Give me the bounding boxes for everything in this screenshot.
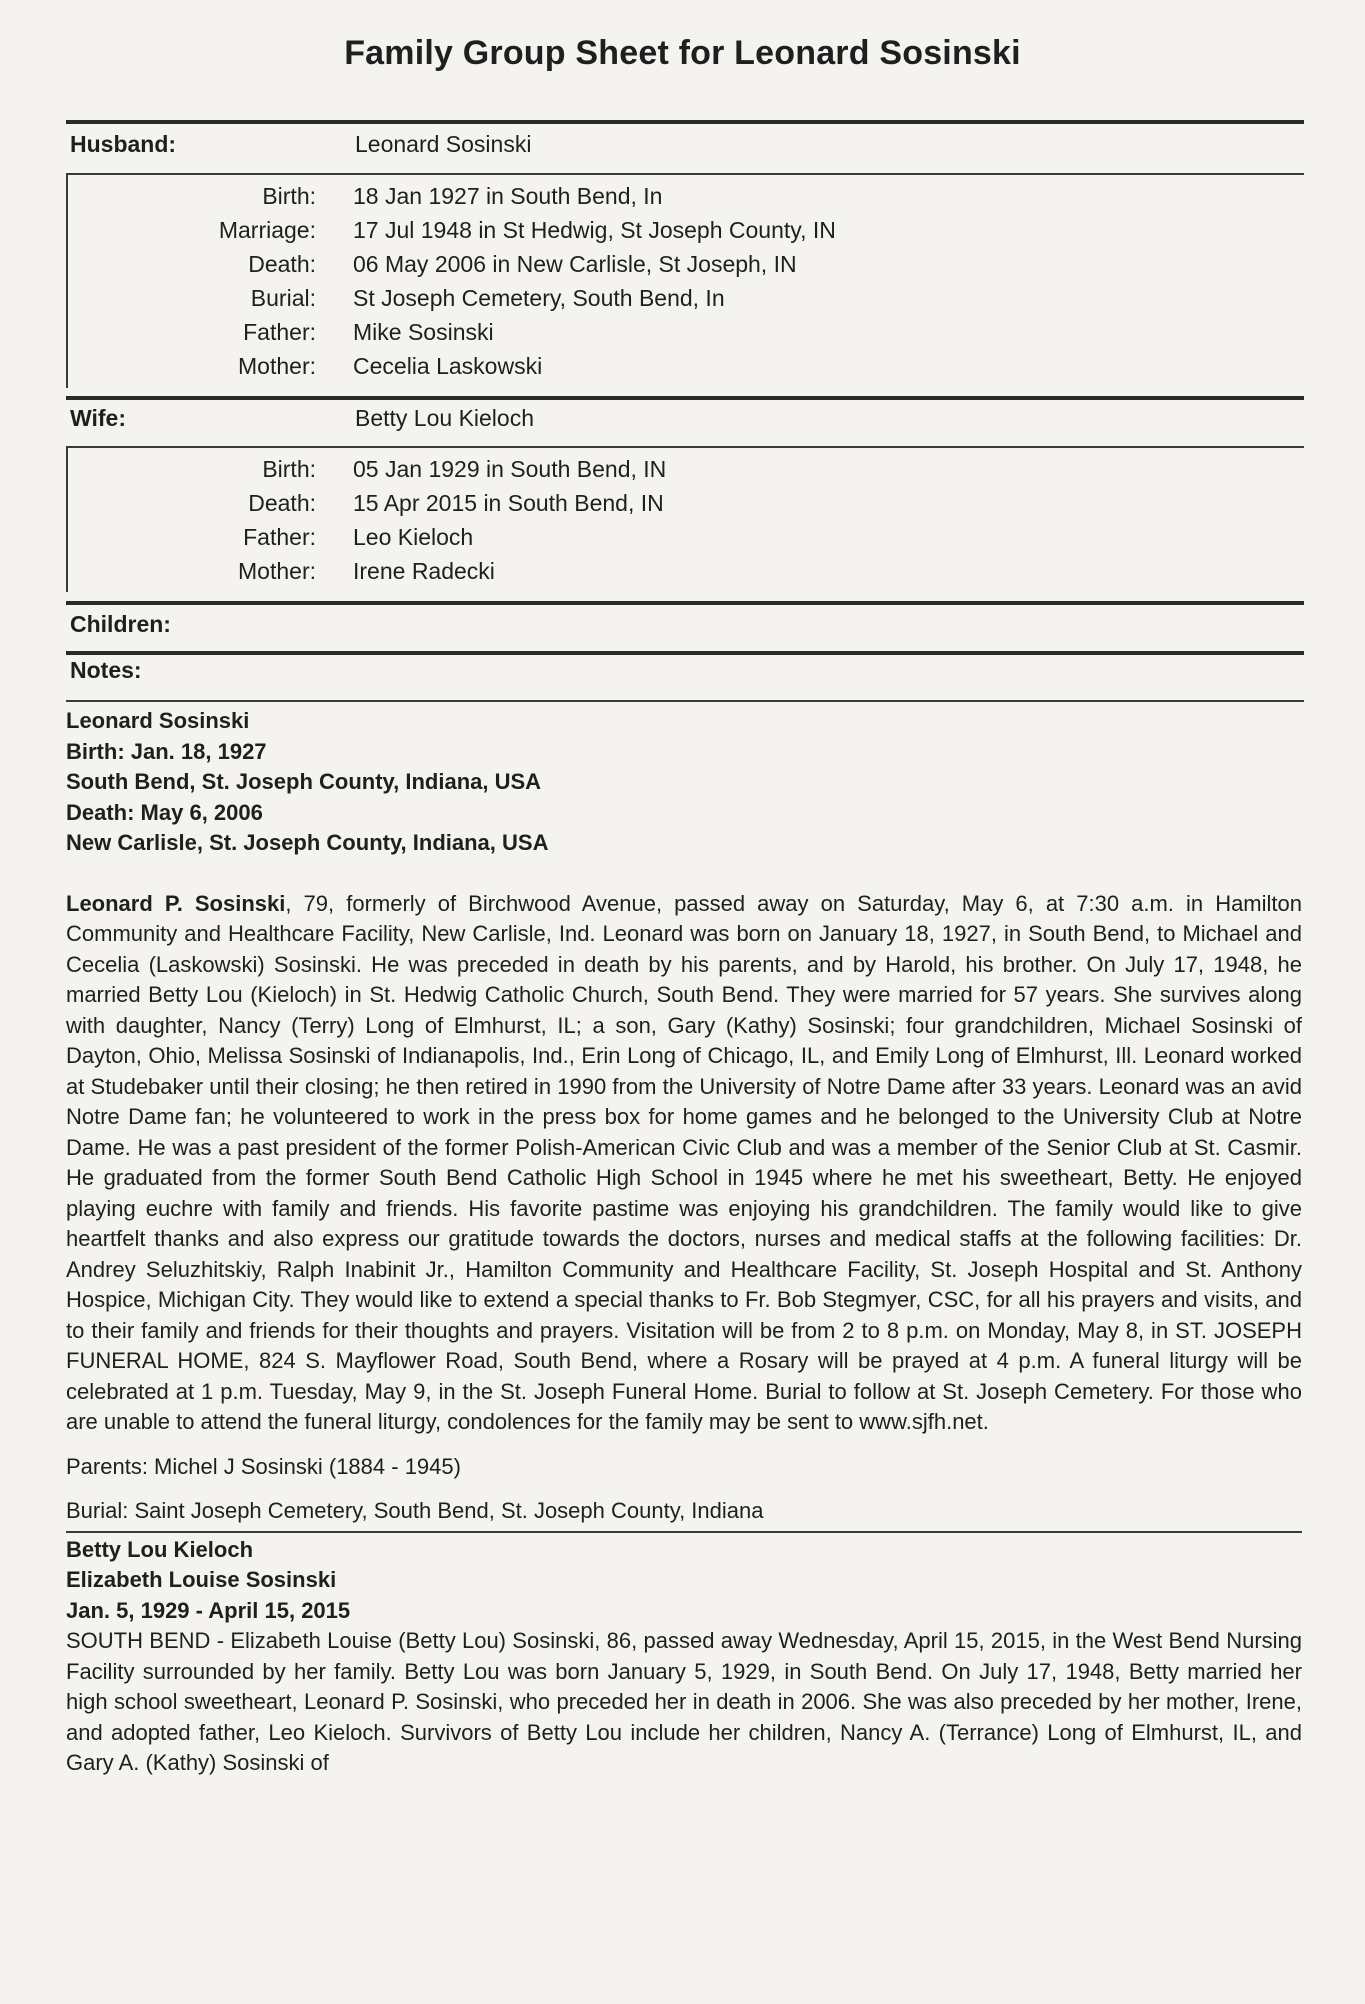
field-label: Birth: [262,455,316,482]
field-label: Birth: [262,182,316,209]
section-rule [66,173,1304,175]
notes-divider [66,1531,1302,1533]
husband-birth-row [66,179,1304,213]
leonard-birth: Birth: Jan. 18, 1927 [66,738,267,764]
wife-label: Wife: [70,405,127,431]
leonard-death: Death: May 6, 2006 [66,799,263,825]
wife-birth-row [66,452,1304,486]
husband-father-row [66,315,1304,349]
section-rule [66,446,1304,448]
field-label: Burial: [250,284,316,311]
betty-dates: Jan. 5, 1929 - April 15, 2015 [66,1597,351,1623]
field-label: Mother: [238,352,316,379]
field-value: St Joseph Cemetery, South Bend, In [353,284,725,311]
field-value: Cecelia Laskowski [353,352,543,379]
wife-name: Betty Lou Kieloch [355,405,535,431]
field-label: Death: [248,250,316,277]
section-rule [66,396,1304,400]
husband-mother-row [66,349,1304,383]
betty-name: Betty Lou Kieloch [66,1536,254,1562]
parents-note: Parents: Michel J Sosinski (1884 - 1945) [66,1453,461,1479]
field-label: Mother: [238,557,316,584]
section-rule [66,651,1304,655]
field-label: Death: [248,489,316,516]
betty-obituary: SOUTH BEND - Elizabeth Louise (Betty Lou) Sosinski, 86, passed away Wednesday, April 15, 2015, in the West Bend Nursing Facility surrounded by her family. Betty Lou was born January 5, 1929, in South Bend. On July 17, 1948, Betty married her high school sweetheart, Leonard P. Sosinski, who preceded her in death in 2006. She was also preceded by her mother, Irene, and adopted father, Leo Kieloch. Survivors of Betty Lou include her children, Nancy A. (Terrance) Long of Elmhurst, IL, and Gary A. (Kathy) Sosinski of [66,1628,1302,1775]
husband-fields [66,179,1304,383]
husband-death-row [66,247,1304,281]
page-title: Family Group Sheet for Leonard Sosinski [344,34,1021,72]
field-value: 18 Jan 1927 in South Bend, In [353,182,663,209]
wife-fields [66,452,1304,588]
wife-death-row [66,486,1304,520]
leonard-obituary-lead: Leonard P. Sosinski [66,890,286,916]
field-label: Father: [243,523,316,550]
field-label: Marriage: [218,216,316,243]
leonard-name: Leonard Sosinski [66,708,250,733]
leonard-obituary [66,889,1302,1438]
wife-father-row [66,520,1304,554]
leonard-header [66,706,1302,859]
husband-marriage-row [66,213,1304,247]
field-value: 05 Jan 1929 in South Bend, IN [353,455,667,482]
section-rule [66,120,1304,124]
leonard-birth-place: South Bend, St. Joseph County, Indiana, USA [66,769,542,794]
section-rule [66,700,1304,702]
field-value: 06 May 2006 in New Carlisle, St Joseph, IN [353,250,797,277]
leonard-death-place: New Carlisle, St. Joseph County, Indiana, USA [66,830,549,855]
leonard-obituary-text: , 79, formerly of Birchwood Avenue, passed away on Saturday, May 6, at 7:30 a.m. in Hamilton Community and Healthcare Facility, New Carlisle, Ind. Leonard was born on January 18, 1927, in South Bend, to Michael and Cecelia (Laskowski) Sosinski. He was preceded in death by his parents, and by Harold, his brother. On July 17, 1948, he married Betty Lou (Kieloch) in St. Hedwig Catholic Church, South Bend. They were married for 57 years. She survives along with daughter, Nancy (Terry) Long of Elmhurst, IL; a son, Gary (Kathy) Sosinski; four grandchildren, Michael Sosinski of Dayton, Ohio, Melissa Sosinski of Indianapolis, Ind., Erin Long of Chicago, IL, and Emily Long of Elmhurst, Ill. Leonard worked at Studebaker until their closing; he then retired in 1990 from the University of Notre Dame after 33 years. Leonard was an avid Notre Dame fan; he volunteered to work in the press box for home games and he belonged to the University Club at Notre Dame. He was a past president of the former Polish-American Civic Club and was a member of the Senior Club at St. Casmir. He graduated from the former South Bend Catholic High School in 1945 where he met his sweetheart, Betty. He enjoyed playing euchre with family and friends. His favorite pastime was enjoying his grandchildren. The family would like to give heartfelt thanks and also express our gratitude towards the doctors, nurses and medical staffs at the following facilities: Dr. Andrey Seluzhitskiy, Ralph Inabinit Jr., Hamilton Community and Healthcare Facility, St. Joseph Hospital and St. Anthony Hospice, Michigan City. They would like to extend a special thanks to Fr. Bob Stegmyer, CSC, for all his prayers and visits, and to their family and friends for their thoughts and prayers. Visitation will be from 2 to 8 p.m. on Monday, May 8, in ST. JOSEPH FUNERAL HOME, 824 S. Mayflower Road, South Bend, where a Rosary will be prayed at 4 p.m. A funeral liturgy will be celebrated at 1 p.m. Tuesday, May 9, in the St. Joseph Funeral Home. Burial to follow at St. Joseph Cemetery. For those who are unable to attend the funeral liturgy, condolences for the family may be sent to www.sjfh.net. [66,890,1302,1434]
husband-label: Husband: [70,131,177,157]
field-value: Mike Sosinski [353,318,494,345]
burial-note: Burial: Saint Joseph Cemetery, South Bend, St. Joseph County, Indiana [66,1498,764,1523]
children-label: Children: [70,611,171,637]
wife-mother-row [66,554,1304,588]
betty-full-name: Elizabeth Louise Sosinski [66,1567,337,1592]
notes-body [66,706,1302,1779]
field-label: Father: [243,318,316,345]
field-value: 15 Apr 2015 in South Bend, IN [353,489,664,516]
betty-header [66,1535,1302,1627]
husband-burial-row [66,281,1304,315]
field-value: Irene Radecki [353,557,495,584]
husband-name: Leonard Sosinski [355,131,532,157]
field-value: Leo Kieloch [353,523,474,550]
field-value: 17 Jul 1948 in St Hedwig, St Joseph County, IN [353,216,836,243]
section-rule [66,601,1304,605]
notes-label: Notes: [70,657,142,683]
